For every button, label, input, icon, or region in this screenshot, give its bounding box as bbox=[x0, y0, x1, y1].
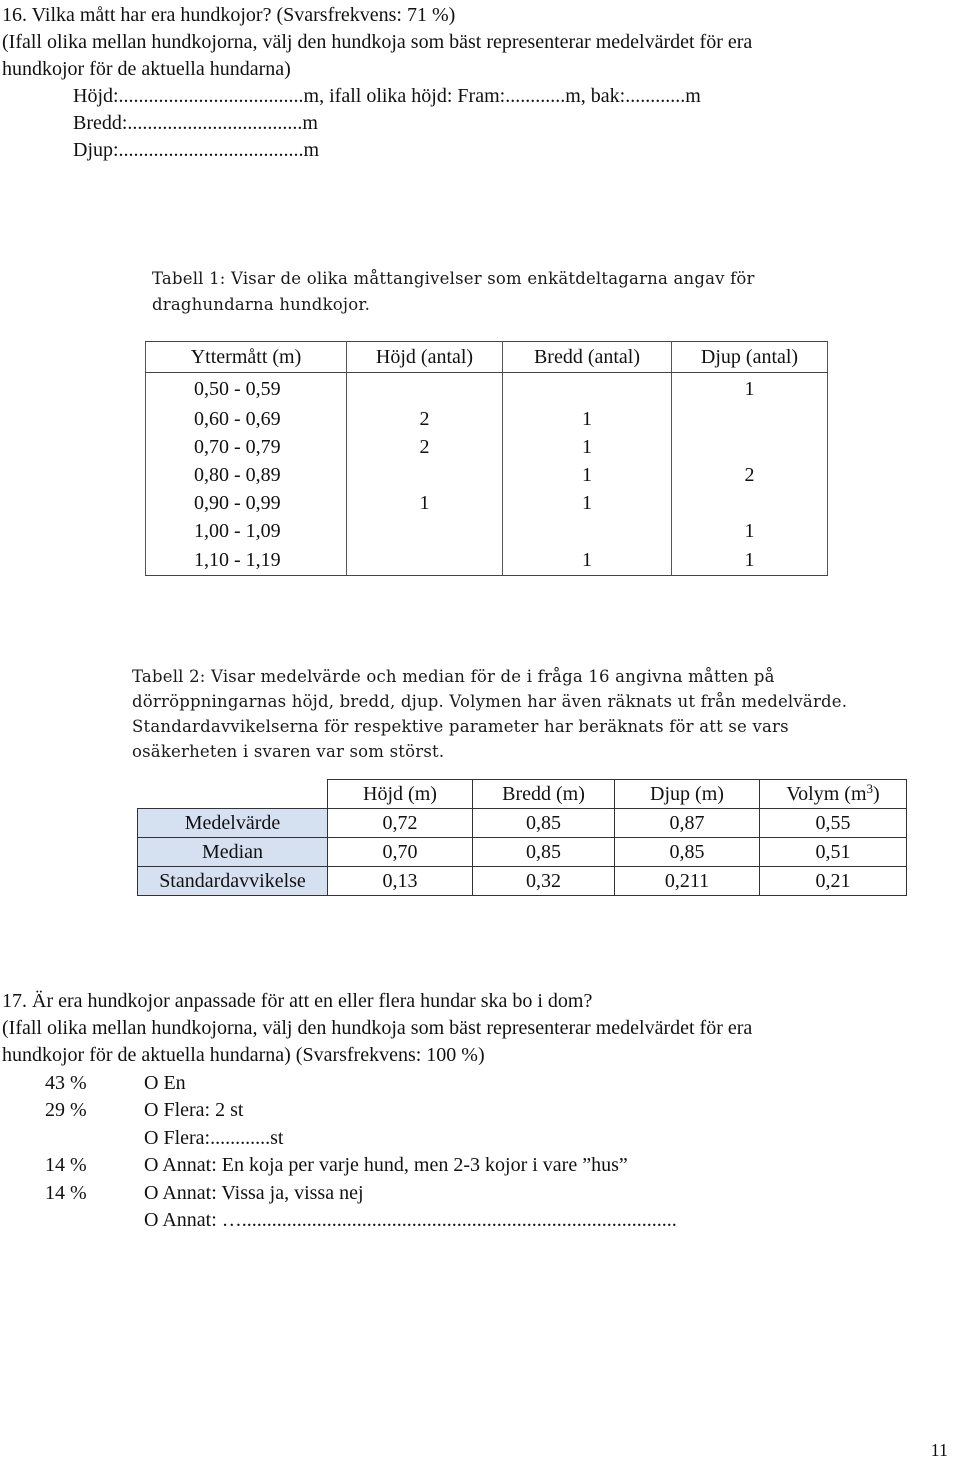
table2-row-label: Standardavvikelse bbox=[138, 867, 328, 896]
table1-count-cell: 1 bbox=[503, 461, 672, 489]
table-row bbox=[146, 433, 828, 461]
table2-header-cell: Djup (m) bbox=[615, 780, 760, 809]
table1-range-cell: 1,00 - 1,09 bbox=[146, 517, 347, 545]
table1-dimension-counts bbox=[145, 341, 828, 576]
table2-volume-close: ) bbox=[873, 782, 880, 805]
table1-count-cell: 1 bbox=[347, 489, 503, 517]
table2-header-cell: Höjd (m) bbox=[328, 780, 473, 809]
table1-range-cell: 0,90 - 0,99 bbox=[146, 489, 347, 517]
table1-range-cell: 0,70 - 0,79 bbox=[146, 433, 347, 461]
q17-option-percent: 43 % bbox=[45, 1072, 87, 1094]
table2-header-cell: Bredd (m) bbox=[473, 780, 615, 809]
table1-count-cell: 1 bbox=[672, 373, 828, 406]
table2-value-cell: 0,51 bbox=[760, 838, 907, 867]
table2-corner-cell bbox=[138, 780, 328, 809]
q17-option-percent: 29 % bbox=[45, 1099, 87, 1121]
table2-row-label: Medelvärde bbox=[138, 809, 328, 838]
table1-caption-line2: draghundarna hundkojor. bbox=[152, 295, 371, 314]
table1-count-cell bbox=[347, 461, 503, 489]
table2-value-cell: 0,55 bbox=[760, 809, 907, 838]
q17-option-en: O En bbox=[144, 1072, 186, 1094]
table1-count-cell: 1 bbox=[672, 517, 828, 545]
table-row bbox=[146, 461, 828, 489]
table-row bbox=[146, 405, 828, 433]
q17-instruction-line1: (Ifall olika mellan hundkojorna, välj den hundkoja som bäst representerar medelvärdet för era bbox=[2, 1017, 753, 1039]
q17-option-annat-blank: O Annat: …....................................................................................... bbox=[144, 1209, 677, 1231]
table2-caption-line1: Tabell 2: Visar medelvärde och median för de i fråga 16 angivna måtten på bbox=[132, 667, 775, 686]
q16-title: 16. Vilka mått har era hundkojor? (Svarsfrekvens: 71 %) bbox=[2, 4, 456, 26]
q16-instruction-line2: hundkojor för de aktuella hundarna) bbox=[2, 58, 291, 80]
table1-count-cell: 2 bbox=[347, 433, 503, 461]
table2-row-label: Median bbox=[138, 838, 328, 867]
table-row bbox=[138, 809, 907, 838]
table1-count-cell bbox=[503, 517, 672, 545]
table2-header-volume bbox=[760, 780, 907, 809]
table1-range-cell: 0,80 - 0,89 bbox=[146, 461, 347, 489]
q17-option-flera-2: O Flera: 2 st bbox=[144, 1099, 244, 1121]
table2-value-cell: 0,70 bbox=[328, 838, 473, 867]
table1-header-cell: Bredd (antal) bbox=[503, 342, 672, 373]
table2-caption-line3: Standardavvikelserna för respektive parameter har beräknats för att se vars bbox=[132, 717, 789, 736]
table1-count-cell bbox=[503, 373, 672, 406]
q17-option-annat-hus: O Annat: En koja per varje hund, men 2-3 kojor i vare ”hus” bbox=[144, 1154, 628, 1176]
q17-title: 17. Är era hundkojor anpassade för att en eller flera hundar ska bo i dom? bbox=[2, 990, 593, 1012]
table2-value-cell: 0,87 bbox=[615, 809, 760, 838]
table1-count-cell bbox=[347, 517, 503, 545]
table-row bbox=[146, 545, 828, 576]
q17-option-percent: 14 % bbox=[45, 1182, 87, 1204]
table1-header-cell: Djup (antal) bbox=[672, 342, 828, 373]
table1-count-cell bbox=[672, 405, 828, 433]
q17-instruction-line2: hundkojor för de aktuella hundarna) (Svarsfrekvens: 100 %) bbox=[2, 1044, 485, 1066]
table1-count-cell bbox=[347, 373, 503, 406]
table2-caption-line4: osäkerheten i svaren var som störst. bbox=[132, 742, 445, 761]
q16-depth-field: Djup:.....................................m bbox=[73, 139, 320, 161]
page-number: 11 bbox=[930, 1440, 948, 1460]
table1-header-cell: Yttermått (m) bbox=[146, 342, 347, 373]
table1-count-cell bbox=[347, 545, 503, 576]
table2-volume-exponent: 3 bbox=[866, 780, 874, 796]
table-row bbox=[146, 517, 828, 545]
table1-header-cell: Höjd (antal) bbox=[347, 342, 503, 373]
table1-count-cell: 1 bbox=[672, 545, 828, 576]
q17-option-percent: 14 % bbox=[45, 1154, 87, 1176]
table-row bbox=[138, 867, 907, 896]
table1-count-cell: 2 bbox=[672, 461, 828, 489]
table-row bbox=[146, 489, 828, 517]
q17-option-annat-vissa: O Annat: Vissa ja, vissa nej bbox=[144, 1182, 364, 1204]
table1-count-cell: 1 bbox=[503, 433, 672, 461]
table2-value-cell: 0,72 bbox=[328, 809, 473, 838]
q17-option-flera-blank: O Flera:............st bbox=[144, 1127, 284, 1149]
table2-header-row bbox=[138, 780, 907, 809]
table1-range-cell: 1,10 - 1,19 bbox=[146, 545, 347, 576]
table1-count-cell bbox=[672, 489, 828, 517]
table2-value-cell: 0,85 bbox=[473, 809, 615, 838]
table2-value-cell: 0,13 bbox=[328, 867, 473, 896]
table1-count-cell: 1 bbox=[503, 489, 672, 517]
q16-height-field: Höjd:.....................................m, ifall olika höjd: Fram:............m, bak:............m bbox=[73, 85, 701, 107]
table1-range-cell: 0,60 - 0,69 bbox=[146, 405, 347, 433]
table-row bbox=[138, 838, 907, 867]
table1-caption-line1: Tabell 1: Visar de olika måttangivelser som enkätdeltagarna angav för bbox=[152, 269, 755, 288]
table2-value-cell: 0,85 bbox=[615, 838, 760, 867]
q16-width-field: Bredd:...................................m bbox=[73, 112, 318, 134]
table2-value-cell: 0,21 bbox=[760, 867, 907, 896]
table-row bbox=[146, 373, 828, 406]
table1-header-row bbox=[146, 342, 828, 373]
table2-caption-line2: dörröppningarnas höjd, bredd, djup. Volymen har även räknats ut från medelvärde. bbox=[132, 692, 848, 711]
table1-count-cell: 2 bbox=[347, 405, 503, 433]
table2-value-cell: 0,211 bbox=[615, 867, 760, 896]
q16-instruction-line1: (Ifall olika mellan hundkojorna, välj den hundkoja som bäst representerar medelvärdet för era bbox=[2, 31, 753, 53]
table1-count-cell bbox=[672, 433, 828, 461]
table1-range-cell: 0,50 - 0,59 bbox=[146, 373, 347, 406]
table1-count-cell: 1 bbox=[503, 545, 672, 576]
table1-count-cell: 1 bbox=[503, 405, 672, 433]
table2-value-cell: 0,32 bbox=[473, 867, 615, 896]
table2-volume-label: Volym (m bbox=[786, 782, 867, 805]
table2-statistics bbox=[137, 779, 907, 896]
table2-value-cell: 0,85 bbox=[473, 838, 615, 867]
